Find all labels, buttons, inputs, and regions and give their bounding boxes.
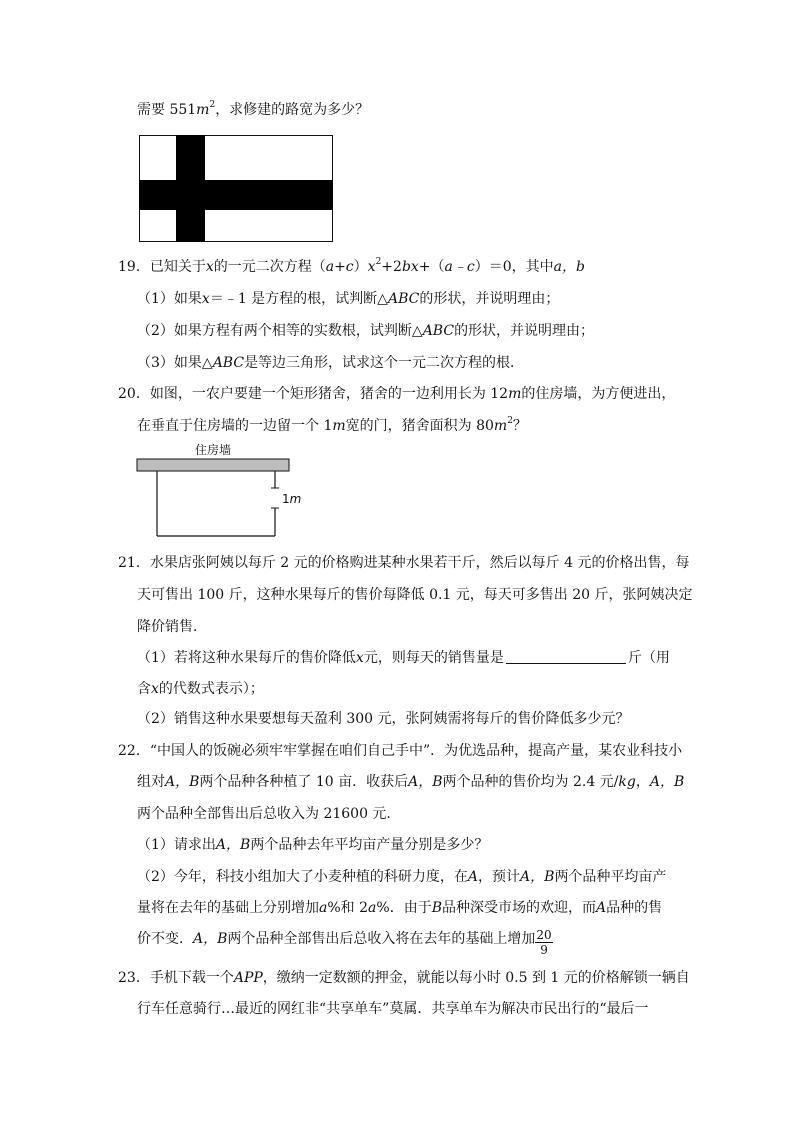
text: （1）若将这种水果每斤的售价降低 — [137, 650, 356, 666]
question-number: 20． — [118, 386, 150, 402]
text: a — [319, 900, 328, 916]
text: 的代数式表示）； — [158, 681, 264, 697]
text: ）＝0，其中 — [474, 259, 554, 275]
text: ，求修建的路宽为多少？ — [215, 102, 370, 118]
q23-line1 — [118, 968, 690, 988]
door-label-unit: m — [289, 492, 302, 506]
text: 宽的门，猪舍面积为 80 — [345, 418, 494, 434]
text: （2）今年，科技小组加大了小麦种植的科研力度，在 — [137, 869, 468, 885]
text: ABC — [387, 291, 420, 307]
text: ABC — [422, 323, 455, 339]
fraction-numerator: 20 — [536, 928, 552, 942]
q22-part1 — [137, 835, 488, 855]
text: x — [151, 681, 159, 697]
text: 含 — [137, 681, 151, 697]
text: +2 — [381, 259, 402, 275]
superscript: 2 — [209, 100, 216, 110]
text: 品种深受市场的欢迎，而 — [442, 900, 596, 916]
q21-part1 — [137, 648, 670, 668]
text: 两个品种各种植了 10 亩．收获后 — [199, 774, 409, 790]
q21-line1 — [118, 553, 689, 573]
q22-line3: 两个品种全部售出后总收入为 21600 元． — [137, 806, 401, 822]
text: a，b — [553, 259, 585, 275]
text: 斤（用 — [627, 650, 670, 666]
text: x — [355, 650, 364, 666]
wall-label: 住房墙 — [195, 443, 232, 457]
text: ，预计 — [478, 869, 521, 885]
text: 的一元二次方程（ — [213, 259, 326, 275]
q22-part2 — [137, 867, 666, 887]
text: m — [493, 418, 508, 434]
text: 手机下载一个 — [149, 970, 234, 986]
text: m — [332, 418, 346, 434]
q20-line2 — [137, 416, 527, 436]
fraction-denominator: 9 — [540, 943, 548, 957]
text: %和 2 — [327, 900, 369, 916]
text: 在垂直于住房墙的一边留一个 1 — [137, 418, 333, 434]
text: x — [367, 259, 376, 275]
q22-line1 — [118, 741, 682, 761]
text: ， — [635, 774, 650, 790]
text: （3）如果△ — [137, 355, 213, 371]
text: （2）如果方程有两个相等的实数根，试判断△ — [137, 323, 423, 339]
horizontal-road — [139, 180, 333, 210]
pigsty-diagram — [135, 440, 305, 540]
text: 的形状，并说明理由； — [419, 291, 560, 307]
question-number: 23． — [118, 970, 150, 986]
text: 元，则每天的销售量是 — [363, 650, 504, 666]
q19-part2 — [137, 321, 594, 341]
text: 如图，一农户要建一个矩形猪舍，猪舍的一边利用长为 12 — [149, 386, 509, 402]
text: A — [596, 900, 607, 916]
text: 两个品种去年平均亩产量分别是多少？ — [250, 837, 489, 853]
text: （1）请求出 — [137, 837, 216, 853]
text: 的住房墙，为方便进出， — [521, 386, 676, 402]
text: 两个品种平均亩产 — [554, 869, 667, 885]
text: 组对 — [137, 774, 165, 790]
superscript: 2 — [375, 257, 382, 267]
text: A，B — [215, 837, 251, 853]
text: B — [431, 900, 442, 916]
text: 需要 551 — [137, 102, 197, 118]
question-number: 19． — [118, 259, 150, 275]
text: %．由于 — [376, 900, 432, 916]
text: “中国人的饭碗必须牢牢掌握在咱们自己手中”．为优选品种，提高产量，某农业科技小 — [149, 743, 683, 759]
q18-tail-line — [137, 100, 369, 120]
q23-line2: 行车任意骑行…最近的网红非“共享单车”莫属．共享单车为解决市民出行的“最后一 — [137, 1001, 649, 1017]
text: 的形状，并说明理由； — [454, 323, 595, 339]
q21-line3: 降价销售． — [137, 619, 207, 635]
q19-stem — [118, 257, 585, 277]
q21-line2: 天可售出 100 斤，这种水果每斤的售价每降低 0.1 元，每天可多售出 20 斤，张阿姨决定 — [137, 587, 693, 603]
text: x — [201, 291, 210, 307]
q19-part1 — [137, 289, 559, 309]
text: 是等边三角形，试求这个一元二次方程的根． — [244, 355, 525, 371]
q21-part2: （2）销售这种水果要想每天盈利 300 元，张阿姨需将每斤的售价降低多少元？ — [137, 711, 630, 727]
q22-line5 — [137, 898, 662, 918]
answer-blank[interactable] — [506, 649, 626, 664]
text: A，B — [649, 774, 685, 790]
road-diagram — [139, 135, 333, 243]
text: m — [508, 386, 522, 402]
text: A，B — [165, 774, 200, 790]
text: 已知关于 — [149, 259, 206, 275]
text: m — [196, 102, 210, 118]
text: 品种的售 — [606, 900, 663, 916]
text: a﹣c — [444, 259, 475, 275]
text: A，B — [520, 869, 555, 885]
superscript: 2 — [507, 416, 513, 426]
text: a+c — [325, 259, 354, 275]
question-number: 21． — [118, 555, 150, 571]
text: ） — [353, 259, 368, 275]
house-wall — [137, 459, 289, 471]
text: ＝﹣1 是方程的根，试判断△ — [209, 291, 388, 307]
text: ，缴纳一定数额的押金，就能以每小时 0.5 到 1 元的价格解锁一辆自 — [262, 970, 690, 986]
text: x — [205, 259, 214, 275]
q19-part3 — [137, 353, 524, 373]
question-number: 22． — [118, 743, 150, 759]
text: A — [467, 869, 479, 885]
text: +（ — [418, 259, 445, 275]
text: A，B — [193, 931, 228, 947]
text: A，B — [408, 774, 443, 790]
text: ABC — [212, 355, 245, 371]
text: a — [368, 900, 377, 916]
door-label — [282, 492, 301, 506]
door-label-number: 1 — [282, 492, 290, 506]
text: APP — [233, 970, 263, 986]
text: 价不变． — [137, 931, 193, 947]
text: （1）如果 — [137, 291, 202, 307]
fraction — [535, 928, 552, 957]
text: kg — [618, 774, 636, 790]
text: 水果店张阿姨以每斤 2 元的价格购进某种水果若干斤，然后以每斤 4 元的价格出售，每 — [149, 555, 690, 571]
text: 两个品种的售价均为 2.4 元/ — [442, 774, 619, 790]
text: bx — [401, 259, 419, 275]
text: 量将在去年的基础上分别增加 — [137, 900, 319, 916]
q21-part1-cont — [137, 679, 264, 699]
q22-line2 — [137, 772, 684, 792]
q22-line6 — [137, 928, 553, 957]
text: ？ — [512, 418, 527, 434]
q20-line1 — [118, 384, 675, 404]
text: 两个品种全部售出后总收入将在去年的基础上增加 — [227, 931, 536, 947]
